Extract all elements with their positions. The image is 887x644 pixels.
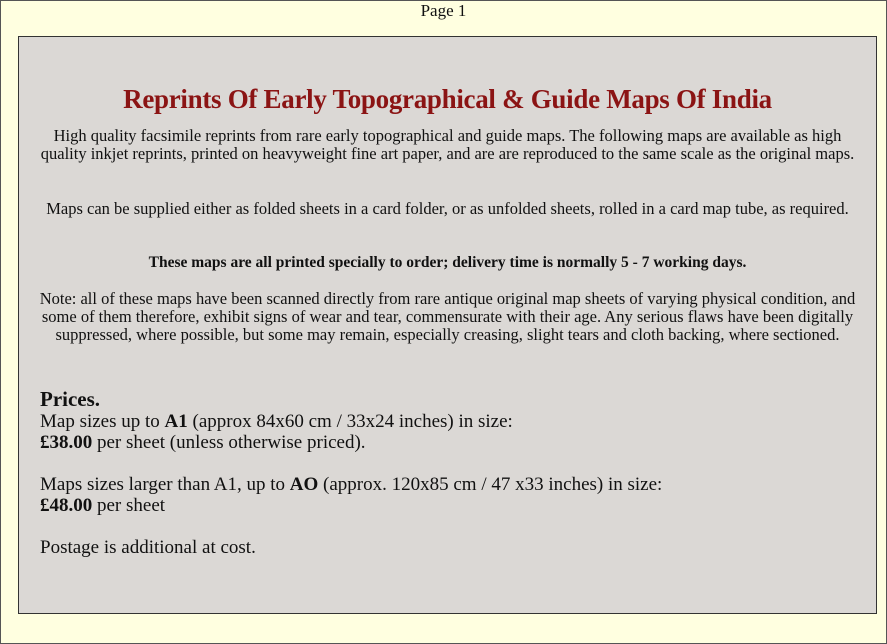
a1-size: A1 (164, 411, 188, 432)
page-title: Reprints Of Early Topographical & Guide Maps Of India (123, 84, 772, 114)
a0-price: £48.00 (40, 495, 93, 516)
a0-price-note: per sheet (92, 495, 166, 516)
a1-price: £38.00 (40, 432, 93, 453)
spacer (40, 516, 860, 537)
a1-price-line (40, 432, 860, 453)
intro-paragraph: High quality facsimile reprints from rare early topographical and guide maps. The following maps are available as high quality inkjet reprints, printed on heavyweight fine art paper, and are are reproduced to the same scale as the original maps. (40, 126, 855, 163)
a0-suffix: (approx. 120x85 cm / 47 x33 inches) in size: (318, 474, 663, 495)
a0-size-line (40, 474, 860, 495)
a1-suffix: (approx 84x60 cm / 33x24 inches) in size: (187, 411, 513, 432)
condition-note: Note: all of these maps have been scanned directly from rare antique original map sheets of varying physical condition, and some of them therefore, exhibit signs of wear and tear, commensurate with their age. Any serious flaws have been digitally suppressed, where possible, but some may remain, especially creasing, slight tears and cloth backing, where sectioned. (39, 289, 856, 344)
a0-prefix: Maps sizes larger than A1, up to (40, 474, 290, 495)
delivery-notice: These maps are all printed specially to order; delivery time is normally 5 - 7 working days. (148, 254, 747, 271)
prices-heading: Prices. (40, 387, 101, 411)
page-number: Page 1 (420, 1, 467, 20)
spacer (40, 453, 860, 474)
prices-section (40, 387, 860, 558)
a1-price-note: per sheet (unless otherwise priced). (92, 432, 366, 453)
content-panel (18, 36, 877, 614)
postage-line: Postage is additional at cost. (40, 537, 256, 558)
a1-size-line (40, 411, 860, 432)
supply-paragraph: Maps can be supplied either as folded sheets in a card folder, or as unfolded sheets, rolled in a card map tube, as required. (46, 199, 849, 218)
a0-price-line (40, 495, 860, 516)
a1-prefix: Map sizes up to (40, 411, 165, 432)
a0-size: AO (289, 474, 319, 495)
